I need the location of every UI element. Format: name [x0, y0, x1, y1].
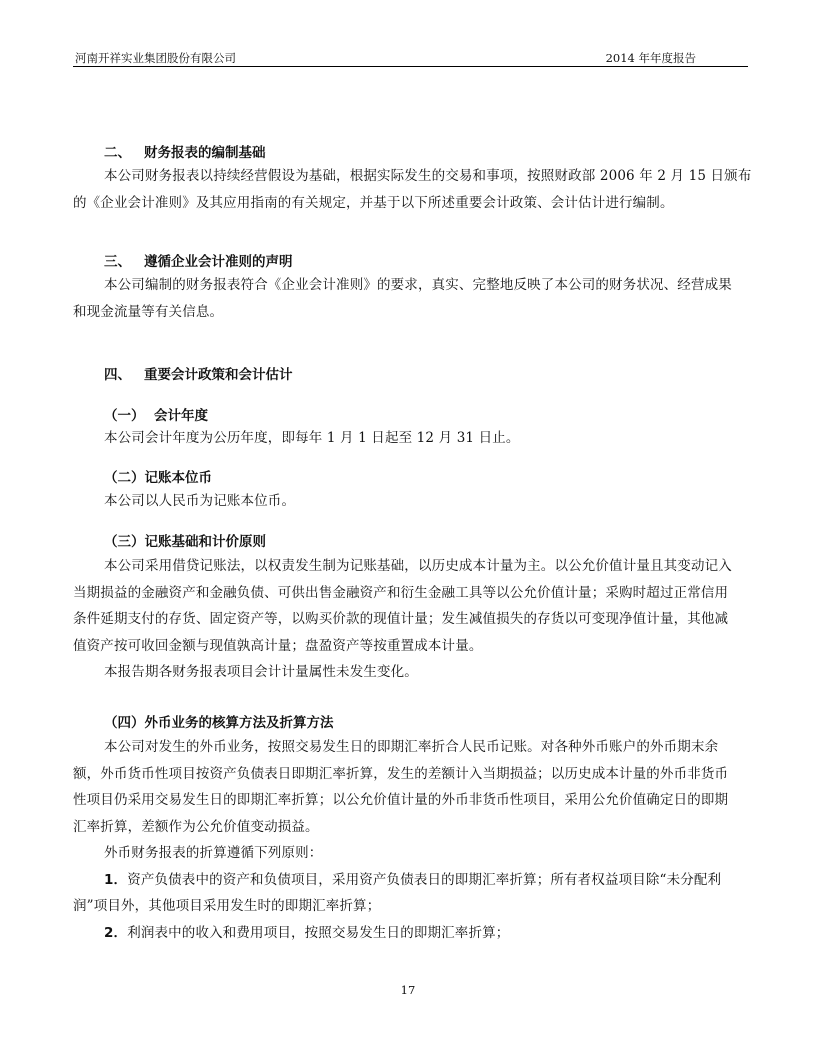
paragraph-line: 额，外币货币性项目按资产负债表日即期汇率折算，发生的差额计入当期损益；以历史成本计量的外币非货币	[73, 766, 729, 782]
paragraph-line: 和现金流量等有关信息。	[73, 304, 224, 320]
subsection-heading: （四）外币业务的核算方法及折算方法	[104, 715, 334, 731]
paragraph-line: 汇率折算，差额作为公允价值变动损益。	[73, 819, 319, 835]
list-item-number: 1．	[104, 872, 128, 888]
section-heading: 四、 重要会计政策和会计估计	[104, 367, 293, 383]
company-name: 河南开祥实业集团股份有限公司	[75, 51, 236, 65]
report-title: 2014 年年度报告	[605, 51, 696, 65]
paragraph-line: 的《企业会计准则》及其应用指南的有关规定，并基于以下所述重要会计政策、会计估计进行编制。	[73, 195, 674, 211]
paragraph-line: 本公司编制的财务报表符合《企业会计准则》的要求，真实、完整地反映了本公司的财务状况、经营成果	[104, 277, 732, 293]
paragraph-line: 本公司对发生的外币业务，按照交易发生日的即期汇率折合人民币记账。对各种外币账户的外币期末余	[104, 739, 719, 755]
list-item: 1．资产负债表中的资产和负债项目，采用资产负债表日的即期汇率折算；所有者权益项目除“未分配利	[104, 872, 722, 888]
paragraph-line: 外币财务报表的折算遵循下列原则：	[104, 845, 323, 861]
subsection-heading: （二）记账本位币	[104, 470, 212, 486]
paragraph-line: 性项目仍采用交易发生日的即期汇率折算；以公允价值计量的外币非货币性项目，采用公允价值确定日的即期	[73, 792, 729, 808]
paragraph-line: 条件延期支付的存货、固定资产等，以购买价款的现值计量；发生减值损失的存货以可变现净值计量，其他减	[73, 611, 729, 627]
paragraph-line: 当期损益的金融资产和金融负债、可供出售金融资产和衍生金融工具等以公允价值计量；采购时超过正常信用	[73, 585, 729, 601]
paragraph-line: 本报告期各财务报表项目会计计量属性未发生变化。	[104, 664, 418, 680]
paragraph-line: 本公司采用借贷记账法，以权责发生制为记账基础，以历史成本计量为主。以公允价值计量且其变动记入	[104, 558, 732, 574]
subsection-heading: （三）记账基础和计价原则	[104, 534, 266, 550]
list-item: 2．利润表中的收入和费用项目，按照交易发生日的即期汇率折算；	[104, 925, 510, 941]
paragraph-line: 本公司财务报表以持续经营假设为基础，根据实际发生的交易和事项，按照财政部 2006 年 2 月 15 日颁布	[104, 168, 752, 184]
paragraph-line: 本公司会计年度为公历年度，即每年 1 月 1 日起至 12 月 31 日止。	[104, 430, 520, 446]
section-heading: 二、 财务报表的编制基础	[104, 145, 266, 161]
paragraph-line: 润”项目外，其他项目采用发生时的即期汇率折算；	[73, 898, 381, 914]
page-header	[73, 48, 748, 67]
page-number: 17	[400, 983, 416, 997]
subsection-heading: （一） 会计年度	[104, 408, 208, 424]
list-item-number: 2．	[104, 925, 128, 941]
section-heading: 三、 遵循企业会计准则的声明	[104, 254, 293, 270]
paragraph-line: 值资产按可收回金额与现值孰高计量；盘盈资产等按重置成本计量。	[73, 638, 483, 654]
paragraph-line: 本公司以人民币为记账本位币。	[104, 493, 296, 509]
